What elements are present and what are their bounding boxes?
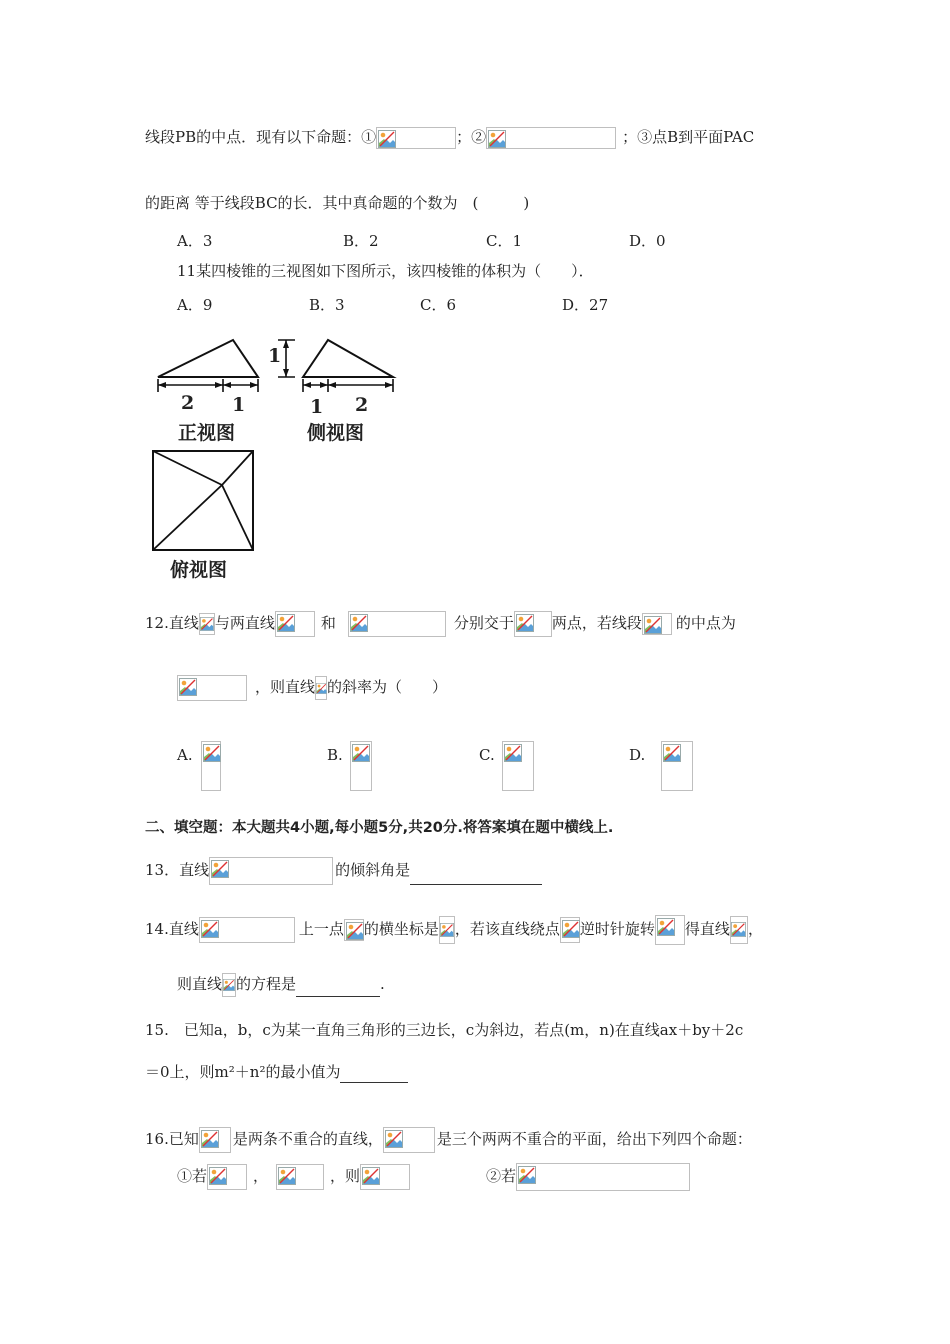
q12-t5: 两点，若线段 — [551, 614, 642, 632]
q12-t1: 12.直线 — [145, 614, 199, 632]
broken-image-icon — [211, 860, 229, 878]
q13-line — [145, 857, 542, 885]
formula-image — [209, 857, 333, 885]
q14-t1: 14.直线 — [145, 920, 199, 938]
broken-image-icon — [731, 922, 746, 937]
q14-line2 — [177, 973, 385, 997]
formula-image — [376, 127, 456, 149]
formula-image — [344, 919, 364, 941]
broken-image-icon — [352, 744, 370, 762]
q15-line2 — [145, 1061, 408, 1083]
q16-t5: ， — [253, 1167, 269, 1185]
q14-line1 — [145, 915, 763, 945]
q16-t7: ②若 — [486, 1167, 517, 1185]
broken-image-icon — [488, 130, 506, 148]
formula-image — [730, 916, 748, 944]
q12-t4: 分别交于 — [453, 614, 514, 632]
broken-image-icon — [644, 616, 662, 634]
broken-image-icon — [504, 744, 522, 762]
q14-t7: ， — [747, 920, 763, 938]
q12-option-b: B. — [327, 746, 343, 764]
broken-image-icon — [440, 923, 454, 937]
q15-line1: 15. 已知a，b，c为某一直角三角形的三边长，c为斜边，若点(m，n)在直线ax＋by＋2c — [145, 1021, 744, 1039]
q11-option-c: C．6 — [420, 296, 457, 314]
q13-t1: 13．直线 — [145, 861, 210, 879]
formula-image — [199, 613, 215, 635]
broken-image-icon — [278, 1167, 296, 1185]
q16-line2 — [177, 1163, 690, 1191]
q12-line1 — [145, 611, 736, 637]
q12-option-d-image — [661, 741, 693, 791]
q12-t7: ，则直线 — [255, 678, 316, 696]
q11-option-a: A．9 — [177, 296, 213, 314]
formula-image — [315, 676, 327, 700]
q14-t4: ，若该直线绕点 — [454, 920, 560, 938]
q10-option-c: C．1 — [486, 232, 523, 250]
q12-option-c-image — [502, 741, 534, 791]
broken-image-icon — [346, 922, 364, 940]
answer-blank[interactable] — [410, 866, 542, 885]
q12-t2: 与两直线 — [214, 614, 275, 632]
q11-option-d: D．27 — [562, 296, 609, 314]
q14-t8: 则直线 — [177, 975, 223, 993]
q16-t3: 是三个两两不重合的平面，给出下列四个命题： — [436, 1130, 752, 1148]
broken-image-icon — [201, 920, 219, 938]
broken-image-icon — [657, 918, 675, 936]
broken-image-icon — [223, 979, 235, 991]
q11-stem: 11某四棱锥的三视图如下图所示，该四棱锥的体积为（ ）． — [177, 262, 594, 280]
answer-blank[interactable] — [340, 1064, 408, 1083]
q12-t6: 的中点为 — [675, 614, 736, 632]
formula-image — [199, 1127, 231, 1153]
front-view-label: 正视图 — [178, 422, 236, 444]
broken-image-icon — [362, 1167, 380, 1185]
top-view-label: 俯视图 — [170, 559, 228, 581]
broken-image-icon — [516, 614, 534, 632]
q12-t8: 的斜率为（ ） — [327, 678, 448, 696]
q16-t2: 是两条不重合的直线， — [232, 1130, 383, 1148]
side-view-label: 侧视图 — [307, 422, 365, 444]
side-view-triangle — [303, 340, 393, 377]
broken-image-icon — [385, 1130, 403, 1148]
three-view-figure — [140, 330, 420, 580]
broken-image-icon — [378, 130, 396, 148]
q16-t6: ，则 — [330, 1167, 361, 1185]
q10-line2: 的距离 等于线段BC的长．其中真命题的个数为 ( ) — [145, 194, 530, 212]
front-view-triangle — [158, 340, 258, 377]
q12-option-a: A. — [177, 746, 193, 764]
broken-image-icon — [200, 617, 214, 631]
q16-t1: 16.已知 — [145, 1130, 199, 1148]
q12-option-d: D. — [629, 746, 646, 764]
q12-option-b-image — [350, 741, 372, 791]
q10-text-b: ；② — [456, 128, 487, 146]
q14-t2: 上一点 — [298, 920, 344, 938]
broken-image-icon — [316, 683, 327, 694]
side-dim-1: 1 — [310, 396, 324, 418]
formula-image — [348, 611, 446, 637]
broken-image-icon — [277, 614, 295, 632]
q14-t10: . — [380, 975, 385, 993]
answer-blank[interactable] — [296, 978, 380, 997]
q13-t2: 的倾斜角是 — [335, 861, 411, 879]
formula-image — [207, 1164, 247, 1190]
broken-image-icon — [350, 614, 368, 632]
section-2-heading: 二、填空题：本大题共4小题,每小题5分,共20分.将答案填在题中横线上. — [145, 820, 614, 836]
front-dim-2: 2 — [181, 392, 195, 414]
formula-image — [275, 611, 315, 637]
q12-option-c: C. — [479, 746, 495, 764]
formula-image — [514, 611, 552, 637]
q16-t4: ①若 — [177, 1167, 208, 1185]
q10-line1 — [145, 126, 754, 149]
q15-text: ＝0上，则m²＋n²的最小值为 — [145, 1063, 341, 1081]
height-dim-1: 1 — [268, 345, 282, 367]
formula-image — [642, 613, 672, 635]
q10-option-b: B．2 — [343, 232, 379, 250]
q10-text-c: ；③点B到平面PAC — [622, 128, 755, 146]
q14-t5: 逆时针旋转 — [579, 920, 655, 938]
broken-image-icon — [663, 744, 681, 762]
formula-image — [199, 917, 295, 943]
q14-t9: 的方程是 — [236, 975, 297, 993]
formula-image — [439, 916, 455, 944]
formula-image — [177, 675, 247, 701]
formula-image — [360, 1164, 410, 1190]
formula-image — [383, 1127, 435, 1153]
broken-image-icon — [203, 744, 221, 762]
q12-option-a-image — [201, 741, 221, 791]
q12-line2 — [177, 675, 447, 701]
q14-t6: 得直线 — [684, 920, 730, 938]
q14-t3: 的横坐标是 — [363, 920, 439, 938]
broken-image-icon — [201, 1130, 219, 1148]
side-dim-2: 2 — [355, 394, 369, 416]
formula-image — [276, 1164, 324, 1190]
q10-option-d: D．0 — [629, 232, 666, 250]
formula-image — [560, 917, 580, 943]
q12-t3: 和 — [320, 614, 336, 632]
broken-image-icon — [179, 678, 197, 696]
formula-image — [486, 127, 616, 149]
formula-image — [516, 1163, 690, 1191]
formula-image — [655, 915, 685, 945]
q10-text-a: 线段PB的中点．现有以下命题：① — [145, 128, 377, 146]
q10-option-a: A．3 — [177, 232, 213, 250]
broken-image-icon — [562, 920, 580, 938]
broken-image-icon — [209, 1167, 227, 1185]
broken-image-icon — [518, 1166, 536, 1184]
q16-line1 — [145, 1127, 752, 1153]
q11-option-b: B．3 — [309, 296, 345, 314]
front-dim-1: 1 — [232, 394, 246, 416]
formula-image — [222, 973, 236, 997]
